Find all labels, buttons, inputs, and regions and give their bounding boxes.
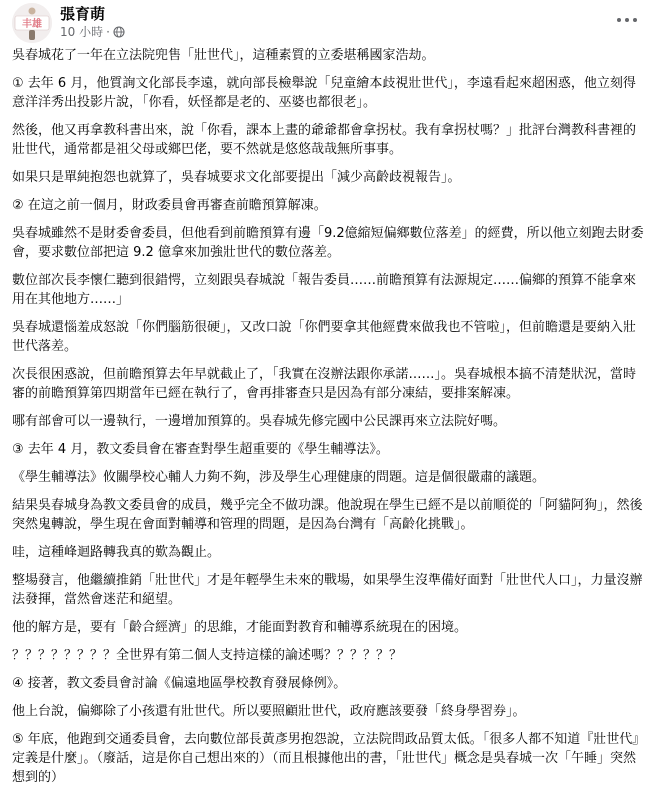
post-paragraph: ① 去年 6 月，他質詢文化部長李遠，就向部長檢舉說「兒童繪本歧視壯世代」，李遠看起來超困惑，他立刻得意洋洋秀出投影片說，「你看，妖怪都是老的、巫婆也都很老」。 <box>12 76 636 110</box>
globe-icon[interactable] <box>113 26 125 38</box>
post-paragraph: 次長很困惑說，但前瞻預算去年早就截止了，「我實在沒辦法跟你承諾……」。吳春城根本搞不清楚狀況，當時審的前瞻預算第四期當年已經在執行了，會再排審查只是因為有部分凍結，要排案解凍。 <box>12 367 637 401</box>
post-paragraph: 數位部次長李懷仁聽到很錯愕，立刻跟吳春城說「報告委員……前瞻預算有法源規定……偏鄉的預算不能拿來用在其他地方……」 <box>12 273 637 307</box>
author-name[interactable]: 張育萌 <box>60 5 106 23</box>
post-paragraph: ⑤ 年底，他跑到交通委員會，去向數位部長黃彥男抱怨說，立法院問政品質太低。「很多人都不知道『壯世代』定義是什麼」。（廢話，這是你自己想出來的）（而且根據他出的書，「壯世代」概念是吳春城一次「午睡」突然想到的） <box>12 732 646 785</box>
post-paragraph: 哪有部會可以一邊執行，一邊增加預算的。吳春城先修完國中公民課再來立法院好嗎。 <box>12 414 507 429</box>
avatar-text: 丰雄 <box>22 19 42 30</box>
post-paragraph: 吳春城還惱羞成怒說「你們腦筋很硬」，又改口說「你們要拿其他經費來做我也不管啦」，但前瞻還是要納入壯世代落差。 <box>12 320 637 354</box>
post-paragraph: ③ 去年 4 月，教文委員會在審查對學生超重要的《學生輔導法》。 <box>12 442 389 457</box>
post-paragraph: ④ 接著，教文委員會討論《偏遠地區學校教育發展條例》。 <box>12 676 347 691</box>
post-paragraph: 哇，這種峰迴路轉我真的歎為觀止。 <box>12 545 221 560</box>
post-paragraph: 《學生輔導法》攸關學校心輔人力夠不夠，涉及學生心理健康的問題。這是個很嚴肅的議題。 <box>12 470 546 485</box>
post-body <box>12 46 648 796</box>
post-paragraph: 他的解方是，要有「齡合經濟」的思維，才能面對教育和輔導系統現在的困境。 <box>12 620 468 635</box>
post-paragraph: 吳春城花了一年在立法院兜售「壯世代」，這種素質的立委堪稱國家浩劫。 <box>12 48 435 63</box>
post-meta <box>60 24 125 40</box>
post-paragraph: ？？？？？？？？全世界有第二個人支持這樣的論述嗎？？？？？？ <box>12 648 403 663</box>
post-paragraph: 如果只是單純抱怨也就算了，吳春城要求文化部要提出「減少高齡歧視報告」。 <box>12 170 461 185</box>
avatar[interactable] <box>12 3 52 43</box>
meta-separator: · <box>106 25 110 39</box>
post-paragraph: ② 在這之前一個月，財政委員會再審查前瞻預算解凍。 <box>12 198 327 213</box>
more-options-icon[interactable] <box>612 8 642 32</box>
post-time[interactable]: 10 小時 <box>60 25 104 39</box>
post-header <box>0 0 660 44</box>
post-paragraph: 結果吳春城身為教文委員會的成員，幾乎完全不做功課。他說現在學生已經不是以前順從的「阿貓阿狗」，然後突然鬼轉說，學生現在會面對輔導和管理的問題，是因為台灣有「高齡化挑戰」。 <box>12 498 643 532</box>
post-paragraph: 然後，他又再拿教科書出來，說「你看，課本上畫的爺爺都會拿拐杖。我有拿拐杖嗎？」批評台灣教科書裡的壯世代，通常都是祖父母或鄉巴佬，要不然就是悠悠哉哉無所事事。 <box>12 123 637 157</box>
post-paragraph: 他上台說，偏鄉除了小孩還有壯世代。所以要照顧壯世代，政府應該要發「終身學習券」。 <box>12 704 526 719</box>
avatar-image <box>12 3 52 43</box>
post-paragraph: 吳春城雖然不是財委會委員，但他看到前瞻預算有邊「9.2億縮短偏鄉數位落差」的經費，所以他立刻跑去財委會，要求數位部把這 9.2 億拿來加強壯世代的數位落差。 <box>12 226 644 260</box>
post-paragraph: 整場發言，他繼續推銷「壯世代」才是年輕學生未來的戰場，如果學生沒準備好面對「壯世代人口」，力量沒辦法發揮，當然會迷茫和絕望。 <box>12 573 643 607</box>
